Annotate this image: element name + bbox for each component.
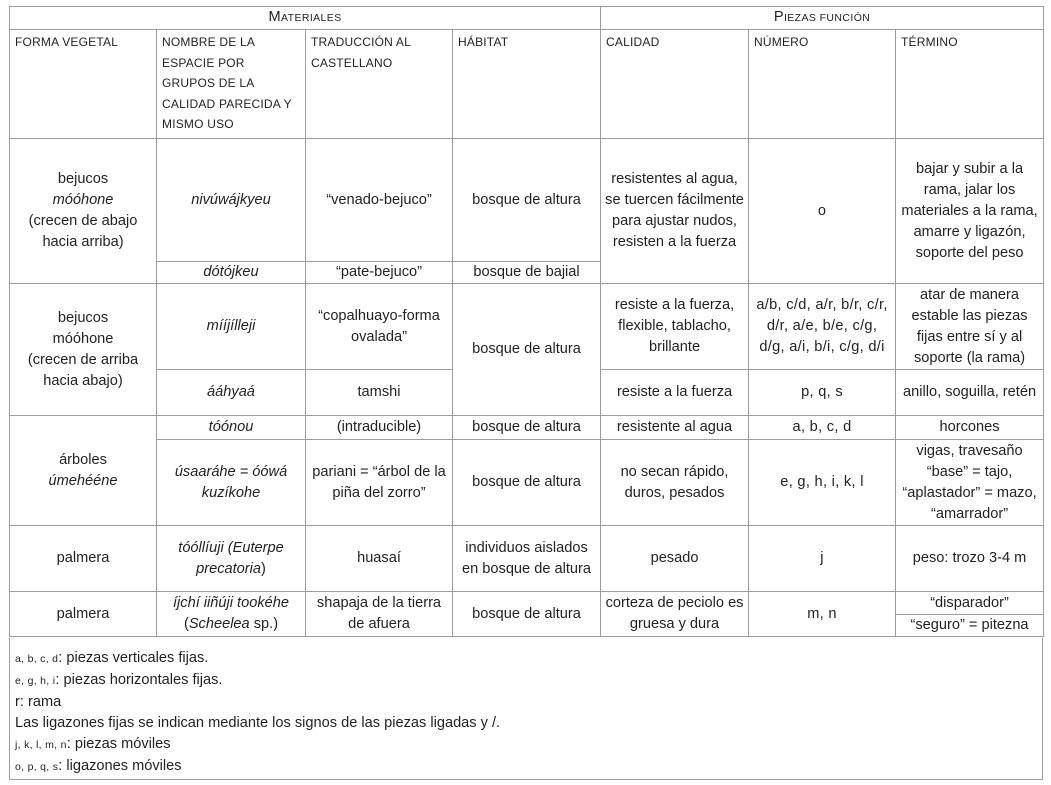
cell-calidad: corteza de peciolo es gruesa y dura [601, 592, 749, 637]
column-header-termino: TÉRMINO [896, 30, 1044, 139]
species-suffix: sp.) [249, 616, 279, 632]
cell-forma [10, 284, 157, 416]
note-line [15, 670, 500, 692]
cell-numero: a, b, c, d [749, 416, 896, 440]
cell-habitat: bosque de altura [453, 416, 601, 440]
cell-nombre: úsaaráhe = óówá kuzíkohe [157, 440, 306, 526]
note-line [15, 734, 500, 756]
table-row [10, 592, 1044, 637]
cell-calidad: resistentes al agua, se tuercen fácilmente para ajustar nudos, resisten a la fuerza [601, 139, 749, 284]
cell-termino [896, 592, 1044, 637]
table-row [10, 284, 1044, 370]
cell-numero: p, q, s [749, 370, 896, 416]
species-native-name: íjchí iiñúji tookéhe [172, 595, 289, 611]
species-paren-open: ( [183, 616, 189, 632]
cell-traduccion: “pate-bejuco” [306, 262, 453, 284]
column-header-traduccion: TRADUCCIÓN AL CASTELLANO [306, 30, 453, 139]
cell-traduccion: shapaja de la tierra de afuera [306, 592, 453, 637]
cell-termino: atar de manera estable las piezas fijas entre sí y al soporte (la rama) [896, 284, 1044, 370]
cell-termino: bajar y subir a la rama, jalar los materiales a la rama, amarre y ligazón, soporte del peso [896, 139, 1044, 284]
cell-nombre [157, 526, 306, 592]
termino-disparador: “disparador” [896, 592, 1043, 615]
cell-termino: anillo, soguilla, retén [896, 370, 1044, 416]
group-header-materiales-rest: ATERIALES [281, 12, 342, 24]
cell-numero: e, g, h, i, k, l [749, 440, 896, 526]
cell-calidad: resiste a la fuerza, flexible, tablacho, brillante [601, 284, 749, 370]
group-header-piezas-rest: IEZAS FUNCIÓN [783, 12, 871, 24]
column-header-calidad: CALIDAD [601, 30, 749, 139]
cell-nombre [157, 592, 306, 637]
forma-native-name: úmehééne [48, 472, 118, 489]
group-header-row [10, 7, 1044, 30]
cell-habitat: individuos aislados en bosque de altura [453, 526, 601, 592]
note-text: : piezas horizontales fijas. [55, 672, 223, 688]
note-text: : ligazones móviles [58, 758, 182, 774]
note-line: Las ligazones fijas se indican mediante los signos de las piezas ligadas y /. [15, 715, 501, 731]
note-line [15, 648, 500, 670]
table-row [10, 416, 1044, 440]
cell-nombre: nivúwájkyeu [157, 139, 306, 262]
cell-traduccion: pariani = “árbol de la piña del zorro” [306, 440, 453, 526]
note-text: : piezas móviles [66, 736, 171, 752]
forma-common-name: bejucos [57, 309, 109, 326]
group-header-materiales-initial: M [268, 9, 281, 25]
forma-note: (crecen de arriba hacia abajo) [27, 351, 139, 389]
cell-habitat: bosque de altura [453, 139, 601, 262]
cell-numero: a/b, c/d, a/r, b/r, c/r, d/r, a/e, b/e, c/g, d/g, a/i, b/i, c/g, d/i [749, 284, 896, 370]
termino-seguro: “seguro” = pitezna [910, 617, 1029, 633]
column-header-habitat: HÁBITAT [453, 30, 601, 139]
cell-traduccion: tamshi [306, 370, 453, 416]
forma-note: (crecen de abajo hacia arriba) [28, 213, 138, 250]
cell-habitat: bosque de bajial [453, 262, 601, 284]
note-codes: a, b, c, d [15, 653, 59, 665]
note-codes: o, p, q, s [15, 761, 59, 773]
column-header-numero: NÚMERO [749, 30, 896, 139]
cell-forma: palmera [10, 526, 157, 592]
cell-nombre: mííjílleji [157, 284, 306, 370]
cell-traduccion: (intraducible) [306, 416, 453, 440]
cell-termino: horcones [896, 416, 1044, 440]
column-header-nombre: NOMBRE DE LA ESPACIE POR GRUPOS DE LA CALIDAD PARECIDA Y MISMO USO [157, 30, 306, 139]
cell-numero: o [749, 139, 896, 284]
cell-traduccion: “venado-bejuco” [306, 139, 453, 262]
note-codes: e, g, h, i [15, 675, 56, 687]
cell-habitat: bosque de altura [453, 440, 601, 526]
cell-calidad: resistente al agua [601, 416, 749, 440]
cell-nombre: dótójkeu [157, 262, 306, 284]
cell-traduccion: “copalhuayo-forma ovalada” [306, 284, 453, 370]
table-row [10, 139, 1044, 262]
group-header-materiales [10, 7, 601, 30]
species-paren-close: ) [261, 560, 266, 577]
table-row [10, 526, 1044, 592]
group-header-piezas-initial: P [773, 9, 784, 25]
note-line [15, 756, 500, 778]
cell-numero: m, n [749, 592, 896, 637]
cell-calidad: no secan rápido, duros, pesados [601, 440, 749, 526]
cell-forma [10, 416, 157, 526]
species-scientific-name: Scheelea [188, 616, 250, 632]
species-native-name: tóóllíuji ( [178, 539, 233, 556]
note-codes: j, k, l, m, n [15, 739, 67, 751]
forma-native-name: móóhone [52, 192, 114, 208]
note-line: r: rama [15, 694, 62, 710]
cell-traduccion: huasaí [306, 526, 453, 592]
species-scientific-name: Euterpe precatoria [196, 539, 284, 577]
cell-termino: vigas, travesaño “base” = tajo, “aplastador” = mazo, “amarrador” [896, 440, 1044, 526]
note-text: : piezas verticales fijas. [58, 650, 209, 666]
cell-nombre: tóónou [157, 416, 306, 440]
materials-table [9, 6, 1044, 637]
cell-habitat: bosque de altura [453, 592, 601, 637]
column-header-row [10, 30, 1044, 139]
cell-forma [10, 139, 157, 284]
cell-forma: palmera [10, 592, 157, 637]
forma-native-name: móóhone [52, 330, 114, 347]
cell-calidad: resiste a la fuerza [601, 370, 749, 416]
notes-legend [15, 648, 500, 778]
cell-nombre: ááhyaá [157, 370, 306, 416]
forma-common-name: bejucos [57, 171, 109, 187]
column-header-forma: FORMA VEGETAL [10, 30, 157, 139]
forma-common-name: árboles [59, 451, 107, 468]
cell-calidad: pesado [601, 526, 749, 592]
cell-numero: j [749, 526, 896, 592]
group-header-piezas [601, 7, 1044, 30]
cell-termino: peso: trozo 3-4 m [896, 526, 1044, 592]
table-row [10, 440, 1044, 526]
cell-habitat: bosque de altura [453, 284, 601, 416]
